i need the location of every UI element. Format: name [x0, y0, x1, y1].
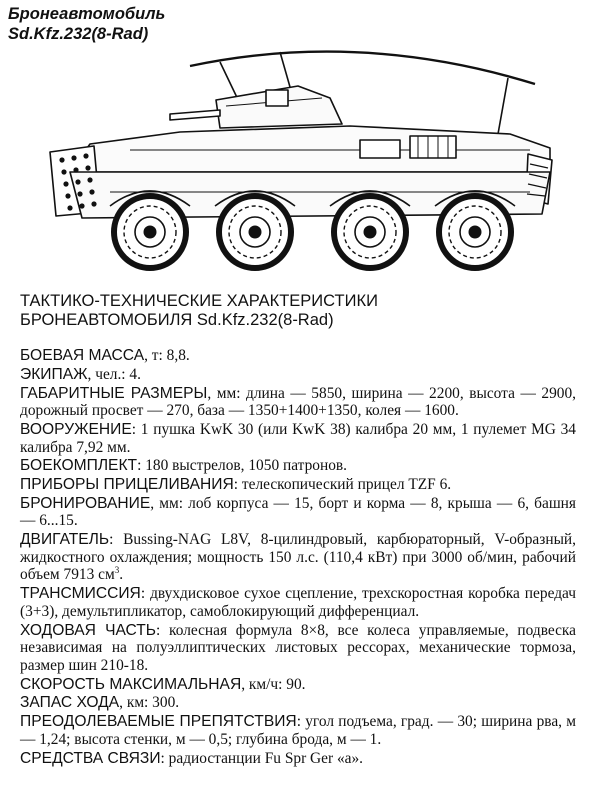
spec-label: ДВИГАТЕЛЬ: [20, 531, 110, 549]
spec-item: [20, 531, 576, 584]
heading-line-1: ТАКТИКО-ТЕХНИЧЕСКИЕ ХАРАКТЕРИСТИКИ: [20, 292, 378, 310]
spec-value: : 180 выстрелов, 1050 патронов.: [137, 457, 348, 475]
spec-value: , мм: лоб корпуса — 15, борт и корма — 8, крыша — 6, башня — 6...15.: [20, 494, 576, 530]
spec-item: [20, 713, 576, 748]
armored-car-drawing: [30, 36, 570, 286]
heading-line-2: [20, 311, 580, 330]
spec-value: : радиостанции Fu Spr Ger «а».: [160, 749, 364, 767]
spec-item: [20, 694, 576, 712]
spec-value: : телескопический прицел TZF 6.: [233, 476, 452, 494]
spec-tail: .: [119, 566, 124, 584]
spec-superscript: 3: [114, 565, 120, 576]
spec-value: , км/ч: 90.: [241, 675, 306, 693]
spec-label: ПРЕОДОЛЕВАЕМЫЕ ПРЕПЯТСТВИЯ: [20, 713, 297, 731]
spec-label: ЭКИПАЖ: [20, 365, 88, 383]
spec-value: , чел.: 4.: [87, 365, 141, 383]
caption-title: Бронеавтомобиль: [8, 5, 166, 23]
specs-list: [20, 347, 576, 768]
spec-item: [20, 385, 576, 420]
specs-heading: [20, 292, 580, 330]
spec-item: [20, 366, 576, 384]
frame-antenna: [190, 52, 535, 84]
spec-item: [20, 585, 576, 620]
spec-item: [20, 495, 576, 530]
spec-label: СКОРОСТЬ МАКСИМАЛЬНАЯ: [20, 675, 242, 693]
caption-model: Sd.Kfz.232(8-Rad): [8, 25, 149, 43]
spec-item: [20, 476, 576, 494]
spec-value: : 1 пушка KwK 30 (или KwK 38) калибра 20 мм, 1 пулемет MG 34 калибра 7,92 мм.: [20, 420, 576, 456]
spec-label: ЗАПАС ХОДА: [20, 694, 120, 712]
spec-value: : двухдисковое сухое сцепление, трехскоростная коробка передач (3+3), демультипликатор, самоблокирующий дифференциал.: [20, 585, 576, 620]
spec-label: БРОНИРОВАНИЕ: [20, 494, 151, 512]
spec-value: , мм: длина — 5850, ширина — 2200, высота — 2900, дорожный просвет — 270, база — 1350+1400+1350, колея — 1600.: [20, 384, 577, 420]
spec-item: [20, 750, 576, 768]
spec-item: [20, 457, 576, 475]
spec-value: , т: 8,8.: [144, 347, 190, 364]
spec-label: ТРАНСМИССИЯ: [20, 585, 141, 603]
spec-label: ГАБАРИТНЫЕ РАЗМЕРЫ: [20, 384, 208, 402]
spec-label: ХОДОВАЯ ЧАСТЬ: [20, 621, 157, 639]
spec-label: БОЕВАЯ МАССА: [20, 347, 145, 364]
spec-label: ПРИБОРЫ ПРИЦЕЛИВАНИЯ: [20, 476, 234, 494]
heading-label: БРОНЕАВТОМОБИЛЯ: [20, 311, 193, 329]
spec-value: , км: 300.: [119, 694, 180, 712]
heading-model: Sd.Kfz.232(8-Rad): [196, 311, 334, 329]
spec-item: [20, 347, 576, 365]
spec-value: : Bussing-NAG L8V, 8-цилиндровый, карбюраторный, V-образный, жидкостного охлаждения; мощность 150 л.с. (110,4 кВт) при 3000 об/мин, рабочий объем 7913 см: [20, 531, 576, 584]
hull-upper: [70, 126, 550, 172]
spec-value: : колесная формула 8×8, все колеса управляемые, подвеска независимая на полуэллиптических листовых рессорах, механические тормоза, размер шин 210-18.: [20, 621, 576, 674]
spec-item: [20, 622, 576, 675]
spec-label: ВООРУЖЕНИЕ: [20, 420, 132, 438]
gun-barrel: [170, 110, 220, 120]
spec-value: : угол подъема, град. — 30; ширина рва, м — 1,24; высота стенки, м — 0,5; глубина брода, м — 1.: [20, 713, 576, 748]
spec-label: БОЕКОМПЛЕКТ: [20, 457, 138, 475]
spec-item: [20, 421, 576, 456]
spec-item: [20, 676, 576, 694]
spec-label: СРЕДСТВА СВЯЗИ: [20, 749, 161, 767]
